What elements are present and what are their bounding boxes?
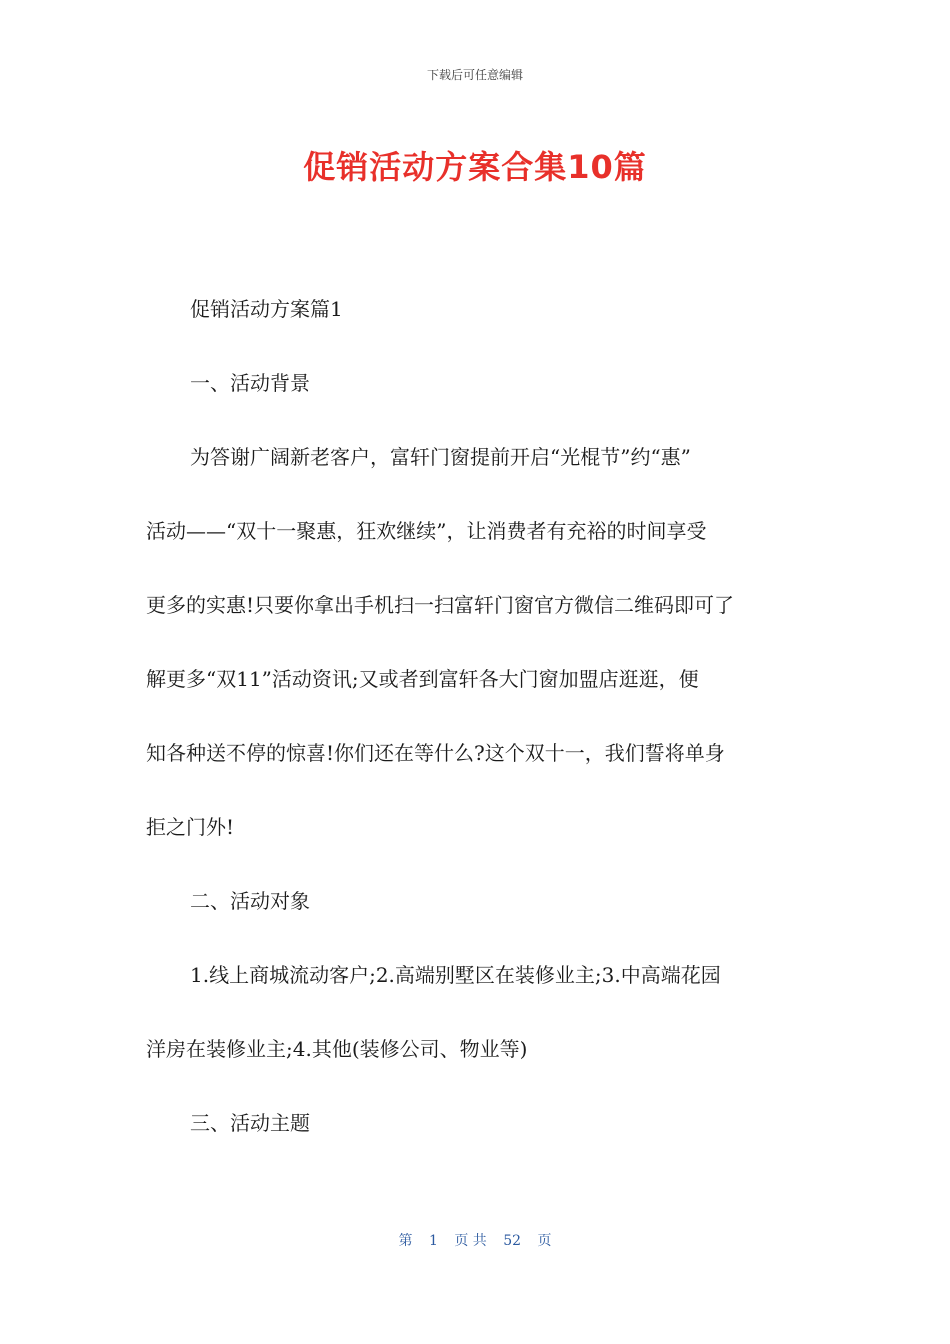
section-heading: 三、活动主题	[190, 1111, 310, 1135]
paragraph-line: 解更多“双11”活动资讯;又或者到富轩各大门窗加盟店逛逛，便	[146, 667, 699, 691]
section-heading: 促销活动方案篇1	[190, 297, 343, 321]
paragraph-line: 为答谢广阔新老客户，富轩门窗提前开启“光棍节”约“惠”	[190, 445, 691, 469]
footer-middle: 页 共	[454, 1233, 487, 1249]
footer-prefix: 第	[398, 1233, 413, 1249]
total-pages-number: 52	[503, 1233, 522, 1249]
page-footer	[0, 1230, 950, 1250]
paragraph-line: 活动——“双十一聚惠，狂欢继续”，让消费者有充裕的时间享受	[146, 519, 707, 543]
paragraph-line: 1.线上商城流动客户;2.高端别墅区在装修业主;3.中高端花园	[190, 963, 721, 987]
paragraph-line: 拒之门外!	[146, 815, 235, 839]
document-title: 促销活动方案合集10篇	[303, 148, 647, 186]
section-heading: 二、活动对象	[190, 889, 310, 913]
document-body	[146, 272, 806, 1160]
current-page-number: 1	[428, 1233, 438, 1249]
footer-suffix: 页	[537, 1233, 552, 1249]
section-heading: 一、活动背景	[190, 371, 310, 395]
paragraph-line: 洋房在装修业主;4.其他(装修公司、物业等)	[146, 1037, 528, 1061]
paragraph-line: 更多的实惠!只要你拿出手机扫一扫富轩门窗官方微信二维码即可了	[146, 593, 735, 617]
header-note: 下载后可任意编辑	[426, 68, 523, 82]
paragraph-line: 知各种送不停的惊喜!你们还在等什么?这个双十一，我们誓将单身	[146, 741, 725, 765]
